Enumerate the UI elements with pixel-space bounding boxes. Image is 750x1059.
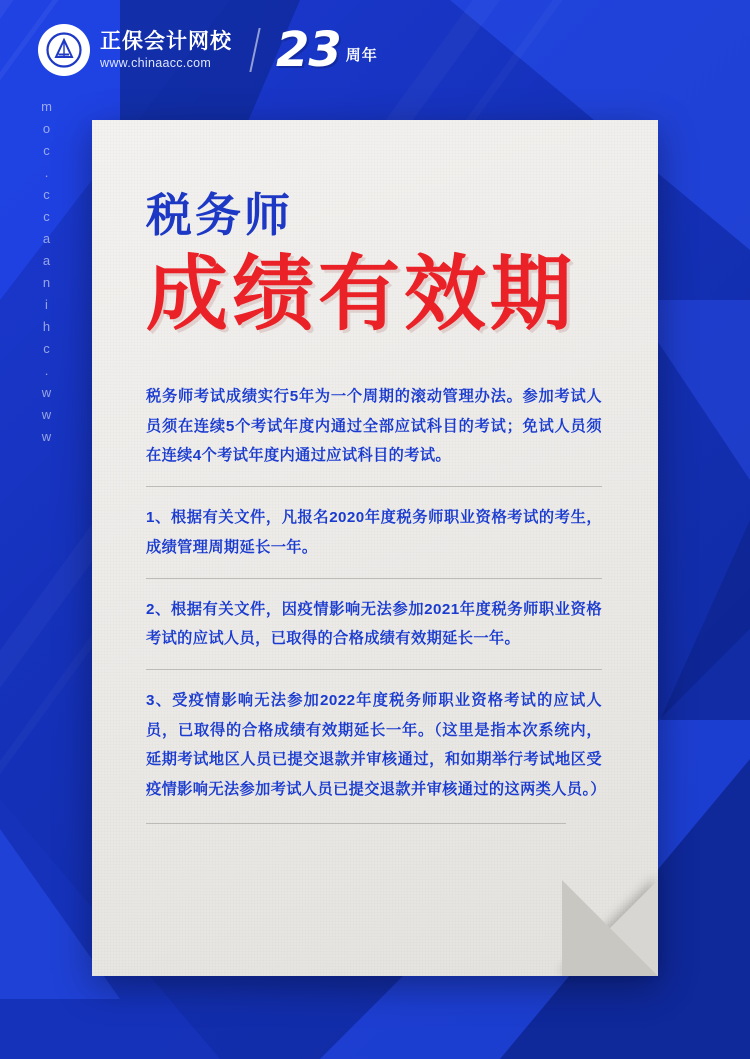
chinaacc-logo-icon — [38, 24, 90, 76]
watermark-char: m — [41, 99, 53, 114]
watermark-char: . — [44, 363, 50, 378]
content-body — [146, 382, 607, 824]
watermark-char: c — [43, 187, 51, 202]
anniversary-number: 23 — [276, 21, 341, 78]
anniversary-badge — [276, 21, 378, 78]
paragraph-item-2: 2、根据有关文件，因疫情影响无法参加2021年度税务师职业资格考试的应试人员，已取得的合格成绩有效期延长一年。 — [146, 600, 602, 648]
paragraph-item-3: 3、受疫情影响无法参加2022年度税务师职业资格考试的应试人员，已取得的合格成绩有效期延长一年。（这里是指本次系统内，延期考试地区人员已提交退款并审核通过，和如期举行考试地区受疫情影响无法参加考试人员已提交退款并审核通过的这两类人员。） — [146, 692, 607, 799]
watermark-char: c — [43, 341, 51, 356]
folded-corner-icon — [562, 880, 658, 976]
background-shape-9 — [660, 520, 750, 720]
watermark-char: o — [42, 121, 52, 136]
brand-header — [38, 21, 378, 78]
header-divider — [249, 28, 260, 72]
paragraph-item-1: 1、根据有关文件，凡报名2020年度税务师职业资格考试的考生，成绩管理周期延长一年。 — [146, 509, 602, 556]
watermark-char: h — [42, 319, 52, 334]
watermark-char: . — [44, 165, 50, 180]
divider-3 — [146, 669, 602, 670]
paragraph-intro: 税务师考试成绩实行5年为一个周期的滚动管理办法。参加考试人员须在连续5个考试年度内通过全部应试科目的考试；免试人员须在连续4个考试年度内通过应试科目的考试。 — [146, 388, 602, 465]
brand-text — [100, 30, 232, 71]
divider-2 — [146, 578, 602, 579]
divider-4 — [146, 823, 566, 824]
watermark-char: n — [42, 275, 52, 290]
watermark-char: w — [41, 407, 53, 422]
brand-url: www.chinaacc.com — [100, 55, 212, 70]
watermark-char: w — [41, 429, 53, 444]
brand-name: 正保会计网校 — [100, 29, 232, 53]
watermark-char: c — [43, 143, 51, 158]
content-card — [92, 120, 658, 976]
side-watermark — [36, 96, 58, 756]
page-title: 成绩有效期 — [146, 249, 577, 340]
watermark-char: a — [42, 231, 52, 246]
watermark-char: a — [42, 253, 52, 268]
divider-1 — [146, 486, 602, 487]
anniversary-unit: 周年 — [345, 47, 378, 65]
watermark-char: i — [45, 297, 49, 312]
watermark-char: c — [43, 209, 51, 224]
watermark-char: w — [41, 385, 53, 400]
page-subtitle: 税务师 — [146, 189, 293, 241]
